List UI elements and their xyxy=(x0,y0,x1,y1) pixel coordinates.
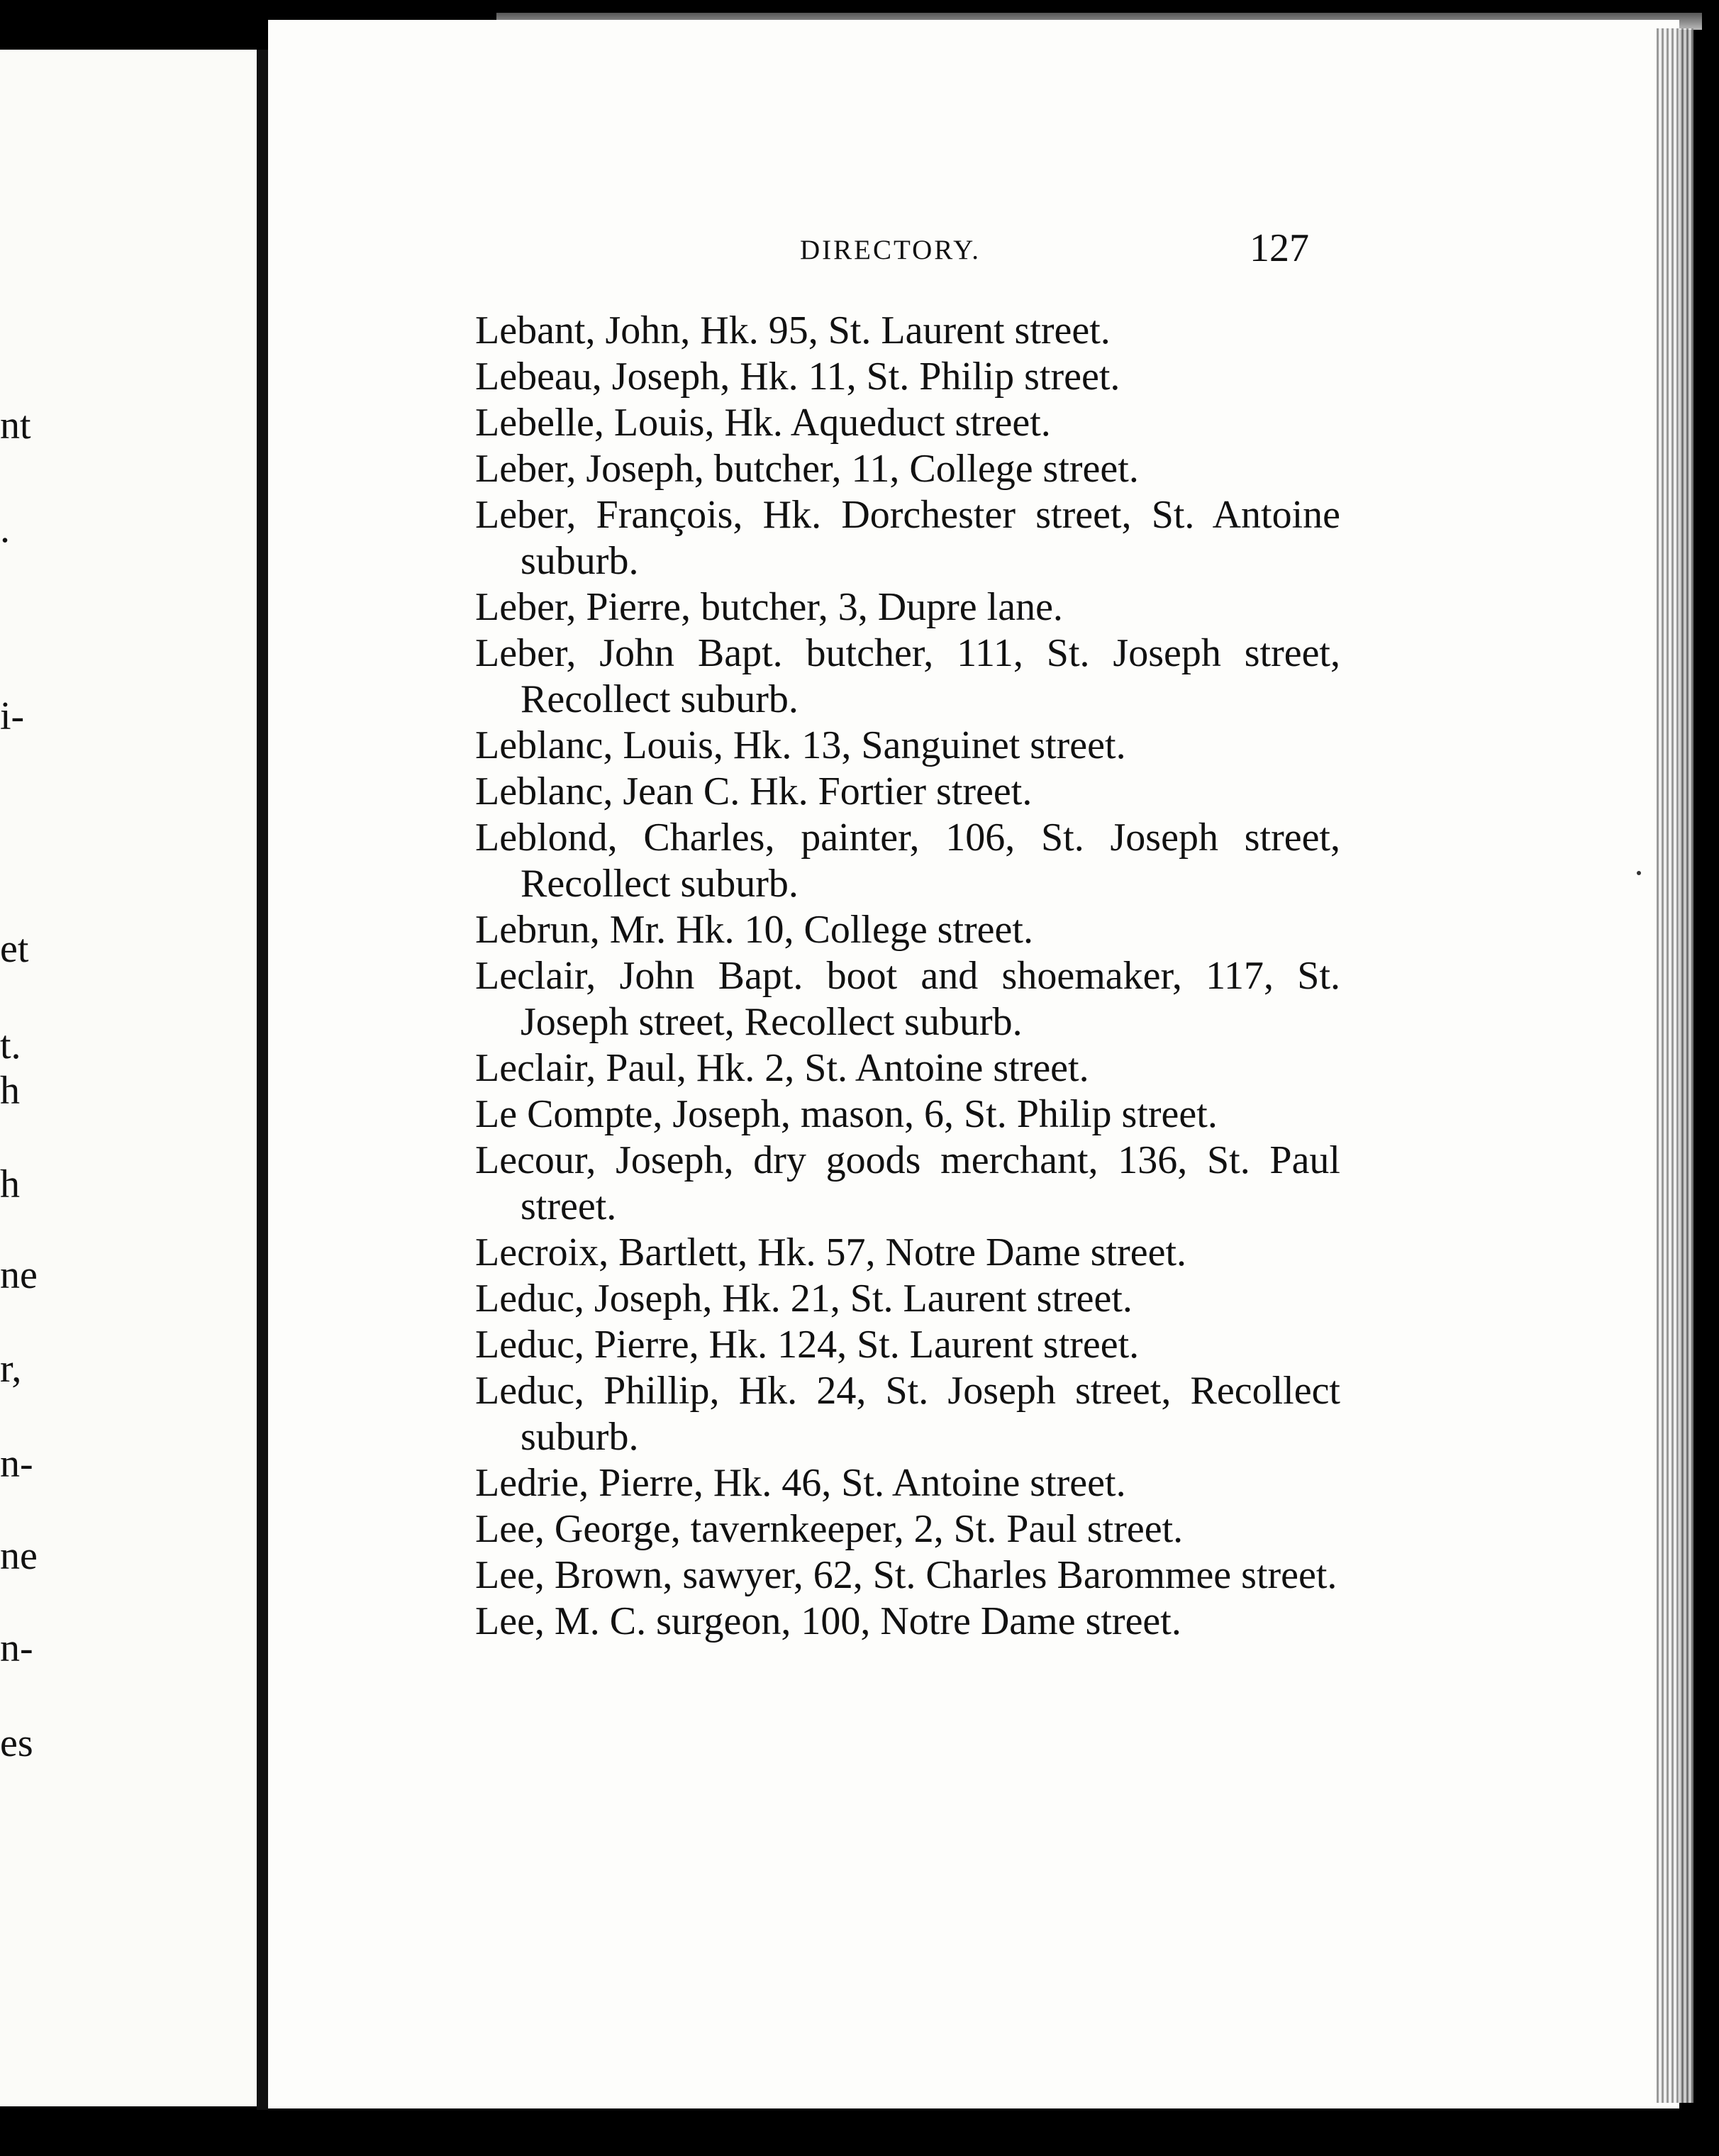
directory-entry: Lecour, Joseph, dry goods merchant, 136, St. Paul street. xyxy=(475,1138,1340,1228)
directory-entry: Lee, Brown, sawyer, 62, St. Charles Barommee street. xyxy=(475,1553,1337,1597)
directory-entry: Lebrun, Mr. Hk. 10, College street. xyxy=(475,908,1033,952)
directory-entry: Leclair, Paul, Hk. 2, St. Antoine street. xyxy=(475,1046,1089,1090)
left-page-fragment: es xyxy=(0,1721,33,1765)
directory-entry: Lee, George, tavernkeeper, 2, St. Paul street. xyxy=(475,1507,1184,1551)
directory-entry: Lebelle, Louis, Hk. Aqueduct street. xyxy=(475,401,1051,445)
directory-entry: Leblanc, Louis, Hk. 13, Sanguinet street. xyxy=(475,723,1126,767)
running-head: DIRECTORY. xyxy=(800,235,981,265)
left-page-fragment: n- xyxy=(0,1442,33,1486)
directory-entry: Lebeau, Joseph, Hk. 11, St. Philip street. xyxy=(475,355,1120,399)
left-page-fragment: r, xyxy=(0,1347,22,1391)
left-page-fragment: ne xyxy=(0,1253,38,1297)
book-spine xyxy=(257,50,268,2110)
directory-entry: Leblanc, Jean C. Hk. Fortier street. xyxy=(475,769,1033,813)
directory-entry: Leber, John Bapt. butcher, 111, St. Joseph street, Recollect suburb. xyxy=(475,631,1340,721)
directory-entry: Leduc, Joseph, Hk. 21, St. Laurent street. xyxy=(475,1277,1133,1321)
left-page-fragment: n- xyxy=(0,1626,33,1670)
left-page-fragment: h xyxy=(0,1069,20,1113)
directory-entry: Ledrie, Pierre, Hk. 46, St. Antoine street. xyxy=(475,1461,1126,1505)
left-page xyxy=(0,50,264,2106)
directory-entries xyxy=(475,308,1340,1645)
directory-entry: Leber, Pierre, butcher, 3, Dupre lane. xyxy=(475,585,1063,629)
left-page-fragment: t. xyxy=(0,1023,21,1067)
directory-entry: Leber, François, Hk. Dorchester street, St. Antoine suburb. xyxy=(475,493,1340,583)
directory-entry: Leblond, Charles, painter, 106, St. Joseph street, Recollect suburb. xyxy=(475,816,1340,906)
directory-entry: Leduc, Phillip, Hk. 24, St. Joseph street, Recollect suburb. xyxy=(475,1369,1340,1459)
page-edge xyxy=(1657,28,1693,2103)
specks xyxy=(1637,871,1641,875)
directory-entry: Leduc, Pierre, Hk. 124, St. Laurent street. xyxy=(475,1323,1140,1367)
left-page-fragment: . xyxy=(0,507,10,551)
left-page-fragment: ne xyxy=(0,1534,38,1578)
directory-entry: Leber, Joseph, butcher, 11, College street. xyxy=(475,447,1139,491)
directory-entry: Lecroix, Bartlett, Hk. 57, Notre Dame street. xyxy=(475,1230,1186,1274)
directory-entry: Le Compte, Joseph, mason, 6, St. Philip street. xyxy=(475,1092,1218,1136)
left-page-fragment: h xyxy=(0,1162,20,1206)
page-number: 127 xyxy=(1250,226,1309,270)
left-page-fragment: et xyxy=(0,927,29,971)
directory-entry: Leclair, John Bapt. boot and shoemaker, 117, St. Joseph street, Recollect suburb. xyxy=(475,954,1340,1044)
left-page-fragment: i- xyxy=(0,694,25,738)
directory-entry: Lee, M. C. surgeon, 100, Notre Dame street. xyxy=(475,1599,1181,1643)
directory-entry: Lebant, John, Hk. 95, St. Laurent street. xyxy=(475,309,1111,352)
left-page-fragment: nt xyxy=(0,404,31,448)
